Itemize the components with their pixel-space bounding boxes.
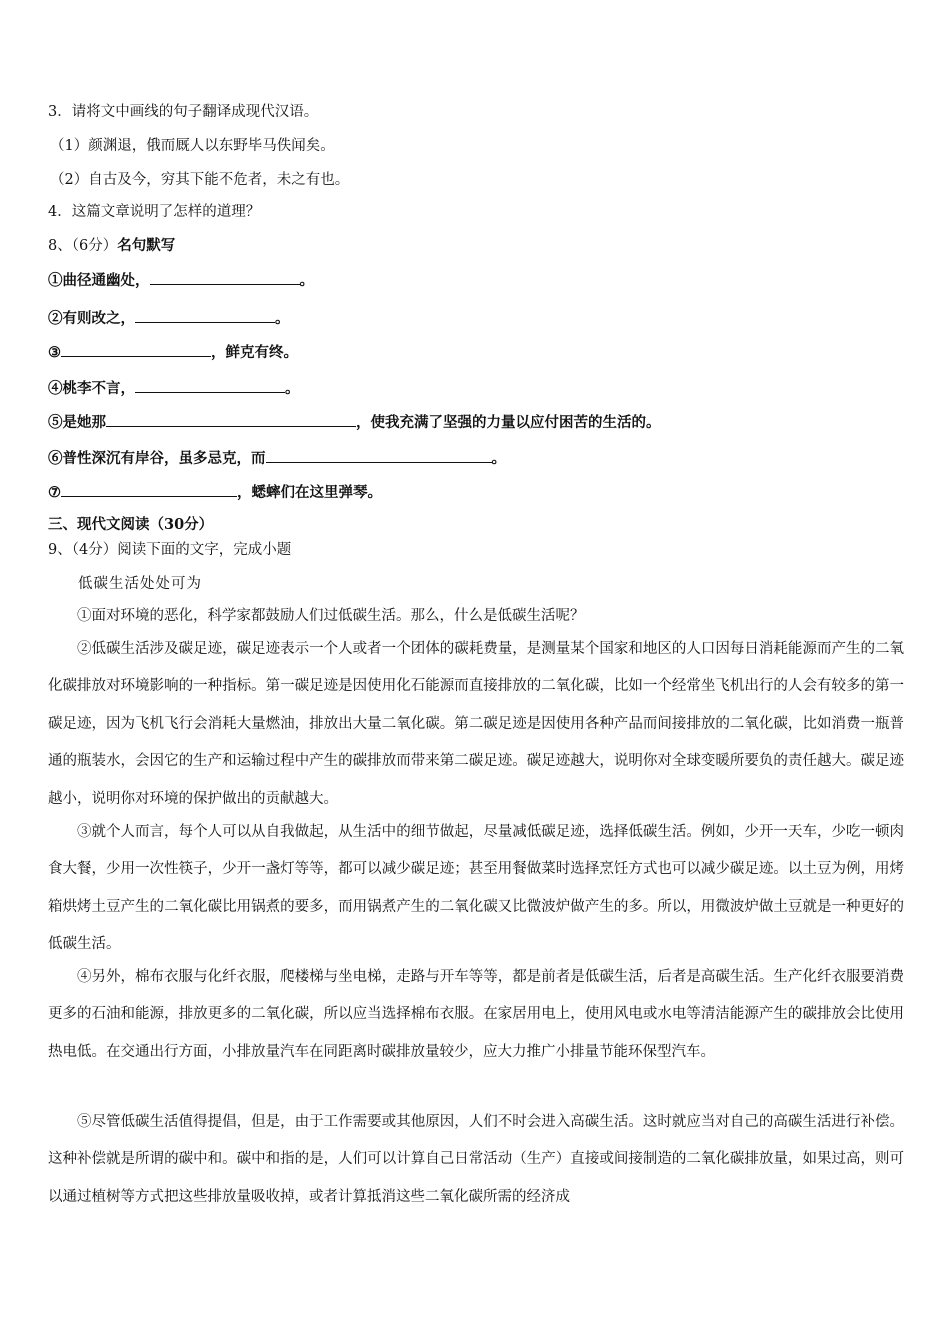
article-paragraph-5: ⑤尽管低碳生活值得提倡，但是，由于工作需要或其他原因，人们不时会进入高碳生活。这时就应当对自己的高碳生活进行补偿。这种补偿就是所谓的碳中和。碳中和指的是，人们可以计算自己日常活动（生产）直接或间接制造的二氧化碳排放量，如果过高，则可以通过植树等方式把这些排放量吸收掉，或者计算抵消这些二氧化碳所需的经济成 [48,1114,904,1205]
answer-blank-6[interactable] [266,448,492,463]
q8-prefix: 8、（6分） [48,238,118,254]
line-3-prefix: ③ [48,344,61,361]
q3-title: 3．请将文中画线的句子翻译成现代汉语。 [48,104,319,120]
line-2-prefix: ②有则改之， [48,310,135,327]
q3-item-1: （1）颜渊退，俄而厩人以东野毕马佚闻矣。 [50,138,335,154]
recitation-line-5 [48,412,661,433]
answer-blank-4[interactable] [135,378,285,393]
line-7-prefix: ⑦ [48,484,61,501]
recitation-line-2 [48,308,290,329]
line-1-suffix: 。 [299,272,314,289]
line-5-suffix: ，使我充满了坚强的力量以应付困苦的生活的。 [356,414,661,431]
article-title: 低碳生活处处可为 [78,576,202,592]
answer-blank-1[interactable] [150,270,300,285]
q3-item-2: （2）自古及今，穷其下能不危者，未之有也。 [50,172,350,188]
article-paragraph-4: ④另外，棉布衣服与化纤衣服，爬楼梯与坐电梯，走路与开车等等，都是前者是低碳生活，后者是高碳生活。生产化纤衣服要消费更多的石油和能源，排放更多的二氧化碳，所以应当选择棉布衣服。在家居用电上，使用风电或水电等清洁能源产生的碳排放会比使用热电低。在交通出行方面，小排放量汽车在同距离时碳排放量较少，应大力推广小排量节能环保型汽车。 [48,969,904,1060]
section-3-title: 三、现代文阅读（30分） [48,516,214,533]
line-3-suffix: ，鲜克有终。 [211,344,298,361]
answer-blank-2[interactable] [135,308,275,323]
recitation-line-4 [48,378,300,399]
recitation-line-1 [48,270,314,291]
article-paragraph-1: ①面对环境的恶化，科学家都鼓励人们过低碳生活。那么，什么是低碳生活呢？ [77,608,585,624]
line-6-prefix: ⑥普性深沉有岸谷，虽多忌克，而 [48,450,266,467]
answer-blank-7[interactable] [61,482,237,497]
q8-title [48,236,175,256]
line-4-suffix: 。 [285,380,300,397]
line-7-suffix: ，蟋蟀们在这里弹琴。 [237,484,382,501]
recitation-line-6 [48,448,506,469]
recitation-line-7 [48,482,382,503]
q9-title: 9、（4分）阅读下面的文字，完成小题 [48,542,292,558]
line-2-suffix: 。 [275,310,290,327]
article-paragraph-2: ②低碳生活涉及碳足迹，碳足迹表示一个人或者一个团体的碳耗费量，是测量某个国家和地区的人口因每日消耗能源而产生的二氧化碳排放对环境影响的一种指标。第一碳足迹是因使用化石能源而直接排放的二氧化碳，比如一个经常坐飞机出行的人会有较多的第一碳足迹，因为飞机飞行会消耗大量燃油，排放出大量二氧化碳。第二碳足迹是因使用各种产品而间接排放的二氧化碳，比如消费一瓶普通的瓶装水，会因它的生产和运输过程中产生的碳排放而带来第二碳足迹。碳足迹越大，说明你对全球变暖所要负的责任越大。碳足迹越小，说明你对环境的保护做出的贡献越大。 [48,641,904,807]
q8-heading: 名句默写 [117,237,176,254]
answer-blank-5[interactable] [106,412,356,427]
line-6-suffix: 。 [491,450,506,467]
article-paragraph-3: ③就个人而言，每个人可以从自我做起，从生活中的细节做起，尽量减低碳足迹，选择低碳生活。例如，少开一天车，少吃一顿肉食大餐，少用一次性筷子，少开一盏灯等等，都可以减少碳足迹；甚至用餐做菜时选择烹饪方式也可以减少碳足迹。以土豆为例，用烤箱烘烤土豆产生的二氧化碳比用锅煮的要多，而用锅煮产生的二氧化碳又比微波炉做产生的多。所以，用微波炉做土豆就是一种更好的低碳生活。 [48,824,904,953]
recitation-line-3 [48,342,298,363]
answer-blank-3[interactable] [61,342,211,357]
q4-title: 4．这篇文章说明了怎样的道理？ [48,204,261,220]
line-5-prefix: ⑤是她那 [48,414,106,431]
line-4-prefix: ④桃李不言， [48,380,135,397]
line-1-prefix: ①曲径通幽处， [48,272,150,289]
